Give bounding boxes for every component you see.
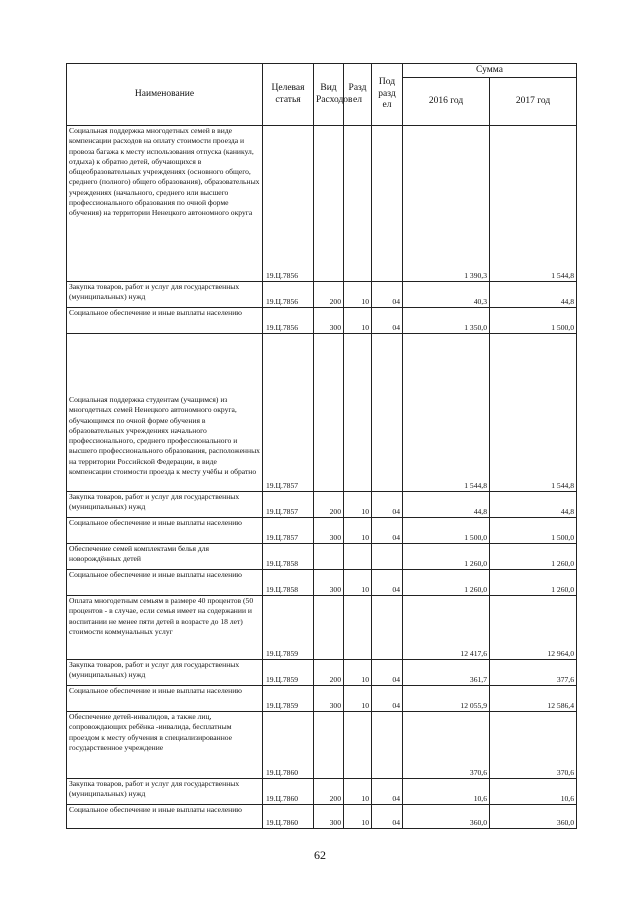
row-subsection: 04	[372, 686, 403, 712]
table-row	[67, 805, 577, 829]
row-type	[314, 334, 344, 492]
row-name: Закупка товаров, работ и услуг для государственных (муниципальных) нужд	[67, 282, 263, 308]
row-subsection: 04	[372, 518, 403, 544]
row-2016: 370,6	[403, 712, 490, 779]
row-subsection	[372, 544, 403, 570]
row-2016: 12 417,6	[403, 596, 490, 660]
row-name: Социальная поддержка студентам (учащимся) из многодетных семей Ненецкого автономного округа, обучающимся по очной форме обучения в образовательных учреждениях начального профессионального, среднего профессионального и высшего профессионального образования, расположенных на территории Российской Федерации, в виде компенсации стоимости проезда к месту учёбы и обратно	[67, 334, 263, 492]
row-type: 200	[314, 779, 344, 805]
row-2017: 370,6	[490, 712, 577, 779]
row-section: 10	[344, 518, 372, 544]
table-row	[67, 660, 577, 686]
table-row	[67, 544, 577, 570]
row-subsection	[372, 334, 403, 492]
table-row	[67, 686, 577, 712]
table-row	[67, 712, 577, 779]
row-2016: 12 055,9	[403, 686, 490, 712]
row-target: 19.Ц.7856	[263, 308, 314, 334]
row-2017: 12 586,4	[490, 686, 577, 712]
row-2017: 1 500,0	[490, 518, 577, 544]
row-name: Закупка товаров, работ и услуг для государственных (муниципальных) нужд	[67, 660, 263, 686]
row-type: 200	[314, 282, 344, 308]
row-section: 10	[344, 308, 372, 334]
row-section: 10	[344, 492, 372, 518]
row-type: 200	[314, 492, 344, 518]
row-subsection	[372, 596, 403, 660]
row-name: Обеспечение детей-инвалидов, а также лиц, сопровождающих ребёнка -инвалида, бесплатным проездом к месту обучения в специализированное государственное учреждение	[67, 712, 263, 779]
row-section	[344, 126, 372, 282]
row-target: 19.Ц.7860	[263, 779, 314, 805]
header-name: Наименование	[67, 64, 263, 126]
row-name: Социальная поддержка многодетных семей в виде компенсации расходов на оплату стоимости проезда и провоза багажа к месту использования отпуска (каникул, отдыха) к обратно детей, обучающихся в общеобразовательных учреждениях (основного общего, среднего (полного) общего образования), образовательных учреждениях (начального, среднего или высшего профессионального образования по очной форме обучения) на территории Ненецкого автономного округа	[67, 126, 263, 282]
row-target: 19.Ц.7858	[263, 570, 314, 596]
row-type: 300	[314, 518, 344, 544]
table-row	[67, 570, 577, 596]
row-type: 200	[314, 660, 344, 686]
row-type: 300	[314, 805, 344, 829]
row-target: 19.Ц.7857	[263, 492, 314, 518]
row-target: 19.Ц.7856	[263, 126, 314, 282]
row-section: 10	[344, 570, 372, 596]
row-section: 10	[344, 660, 372, 686]
row-2017: 1 500,0	[490, 308, 577, 334]
row-name: Социальное обеспечение и иные выплаты населению	[67, 570, 263, 596]
row-subsection: 04	[372, 492, 403, 518]
row-2017: 1 260,0	[490, 544, 577, 570]
row-section: 10	[344, 282, 372, 308]
table-body	[67, 126, 577, 829]
header-subsection: Под разд ел	[372, 64, 403, 126]
header-target: Целевая статья	[263, 64, 314, 126]
row-section	[344, 596, 372, 660]
row-section	[344, 334, 372, 492]
row-2017: 377,6	[490, 660, 577, 686]
row-name: Социальное обеспечение и иные выплаты населению	[67, 518, 263, 544]
row-type	[314, 126, 344, 282]
header-year-2017: 2017 год	[490, 78, 577, 126]
row-section: 10	[344, 779, 372, 805]
row-target: 19.Ц.7857	[263, 334, 314, 492]
page-number: 62	[314, 848, 326, 862]
budget-table	[66, 63, 577, 829]
header-section: Разд ел	[344, 64, 372, 126]
row-2017: 10,6	[490, 779, 577, 805]
row-type: 300	[314, 308, 344, 334]
row-target: 19.Ц.7857	[263, 518, 314, 544]
row-type	[314, 544, 344, 570]
row-2016: 1 260,0	[403, 544, 490, 570]
table-row	[67, 492, 577, 518]
row-2016: 1 544,8	[403, 334, 490, 492]
row-2017: 12 964,0	[490, 596, 577, 660]
row-2017: 360,0	[490, 805, 577, 829]
table-row	[67, 126, 577, 282]
row-target: 19.Ц.7858	[263, 544, 314, 570]
row-subsection	[372, 126, 403, 282]
table-row	[67, 282, 577, 308]
row-2016: 40,3	[403, 282, 490, 308]
row-target: 19.Ц.7859	[263, 660, 314, 686]
table-row	[67, 334, 577, 492]
row-2017: 1 544,8	[490, 334, 577, 492]
row-type: 300	[314, 686, 344, 712]
row-subsection	[372, 712, 403, 779]
row-2016: 361,7	[403, 660, 490, 686]
header-year-2016: 2016 год	[403, 78, 490, 126]
row-type: 300	[314, 570, 344, 596]
table-row	[67, 779, 577, 805]
row-name: Оплата многодетным семьям в размере 40 процентов (50 процентов - в случае, если семья имеет на содержании и воспитании не менее пяти детей в возрасте до 18 лет) стоимости коммунальных услуг	[67, 596, 263, 660]
row-name: Обеспечение семей комплектами белья для новорождённых детей	[67, 544, 263, 570]
row-2016: 1 350,0	[403, 308, 490, 334]
row-subsection: 04	[372, 570, 403, 596]
row-subsection: 04	[372, 308, 403, 334]
row-2017: 44,8	[490, 282, 577, 308]
row-2017: 44,8	[490, 492, 577, 518]
row-target: 19.Ц.7859	[263, 596, 314, 660]
row-target: 19.Ц.7856	[263, 282, 314, 308]
row-name: Социальное обеспечение и иные выплаты населению	[67, 686, 263, 712]
table-row	[67, 518, 577, 544]
row-2016: 1 500,0	[403, 518, 490, 544]
row-name: Социальное обеспечение и иные выплаты населению	[67, 805, 263, 829]
header-type: Вид Расходов	[314, 64, 344, 126]
row-target: 19.Ц.7859	[263, 686, 314, 712]
row-2016: 1 390,3	[403, 126, 490, 282]
row-section	[344, 544, 372, 570]
row-2016: 10,6	[403, 779, 490, 805]
row-2016: 1 260,0	[403, 570, 490, 596]
table-row	[67, 308, 577, 334]
row-type	[314, 712, 344, 779]
table-row	[67, 596, 577, 660]
row-target: 19.Ц.7860	[263, 712, 314, 779]
row-type	[314, 596, 344, 660]
row-subsection: 04	[372, 660, 403, 686]
row-subsection: 04	[372, 805, 403, 829]
row-target: 19.Ц.7860	[263, 805, 314, 829]
row-section	[344, 712, 372, 779]
row-name: Закупка товаров, работ и услуг для государственных (муниципальных) нужд	[67, 779, 263, 805]
header-sum: Сумма	[403, 64, 577, 78]
row-subsection: 04	[372, 779, 403, 805]
row-2016: 44,8	[403, 492, 490, 518]
row-section: 10	[344, 805, 372, 829]
row-2017: 1 260,0	[490, 570, 577, 596]
row-2016: 360,0	[403, 805, 490, 829]
row-section: 10	[344, 686, 372, 712]
row-2017: 1 544,8	[490, 126, 577, 282]
row-name: Закупка товаров, работ и услуг для государственных (муниципальных) нужд	[67, 492, 263, 518]
row-subsection: 04	[372, 282, 403, 308]
row-name: Социальное обеспечение и иные выплаты населению	[67, 308, 263, 334]
